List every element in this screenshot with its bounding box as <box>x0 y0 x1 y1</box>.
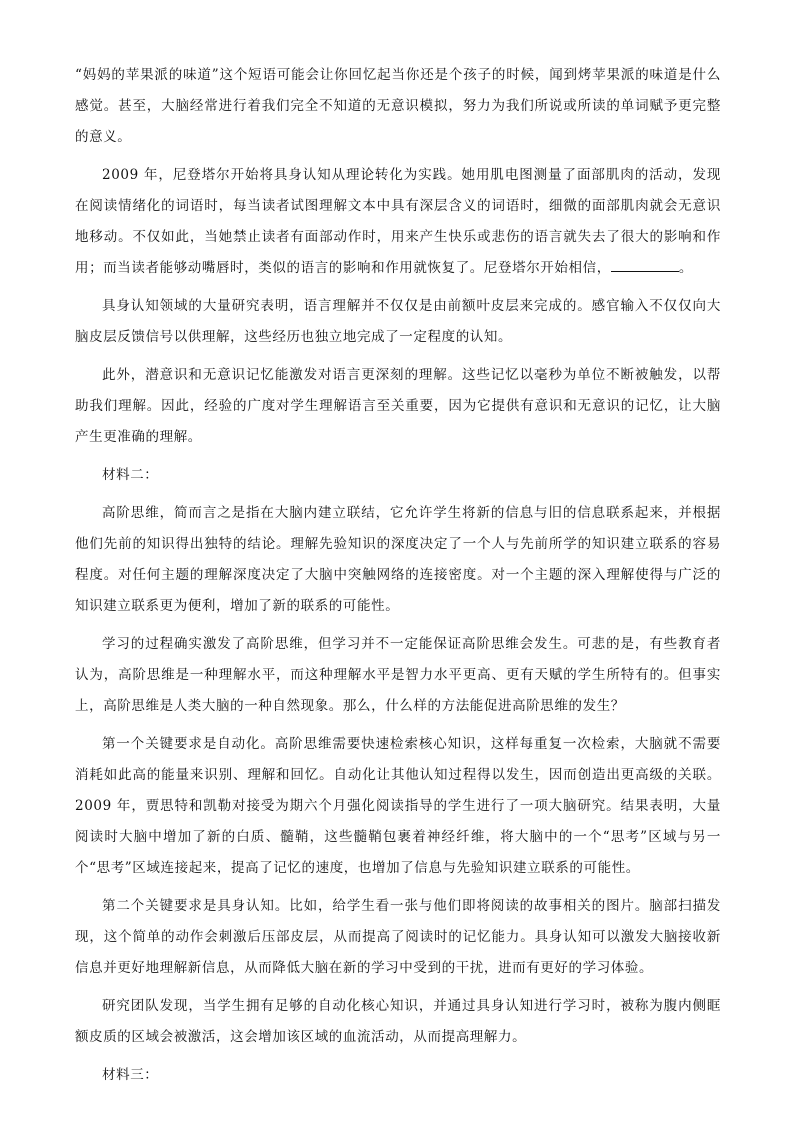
paragraph-niedenthal <box>75 160 721 284</box>
material-two-label: 材料二： <box>102 467 159 483</box>
paragraph-subconscious-memory: 此外，潜意识和无意识记忆能激发对语言更深刻的理解。这些记忆以毫秒为单位不断被触发，以帮助我们理解。因此，经验的广度对学生理解语言至关重要，因为它提供有意识和无意识的记忆，让大脑产生更准确的理解。 <box>75 367 721 445</box>
paragraph-second-requirement: 第二个关键要求是具身认知。比如，给学生看一张与他们即将阅读的故事相关的图片。脑部扫描发现，这个简单的动作会刺激后压部皮层，从而提高了阅读时的记忆能力。具身认知可以激发大脑接收新信息并更好地理解新信息，从而降低大脑在新的学习中受到的干扰，进而有更好的学习体验。 <box>75 898 721 976</box>
paragraph-apple-pie: “妈妈的苹果派的味道”这个短语可能会让你回忆起当你还是个孩子的时候，闻到烤苹果派的味道是什么感觉。甚至，大脑经常进行着我们完全不知道的无意识模拟，努力为我们所说或所读的单词赋予更完整的意义。 <box>75 67 721 145</box>
paragraph-higher-order-thinking: 高阶思维，简而言之是指在大脑内建立联结，它允许学生将新的信息与旧的信息联系起来，并根据他们先前的知识得出独特的结论。理解先验知识的深度决定了一个人与先前所学的知识建立联系的容易程度。对任何主题的理解深度决定了大脑中突触网络的连接密度。对一个主题的深入理解使得与广泛的知识建立联系更为便利，增加了新的联系的可能性。 <box>75 505 721 614</box>
paragraph-niedenthal-text: 2009 年，尼登塔尔开始将具身认知从理论转化为实践。她用肌电图测量了面部肌肉的活动，发现在阅读情绪化的词语时，每当读者试图理解文本中具有深层含义的词语时，细微的面部肌肉就会无意识地移动。不仅如此，当她禁止读者有面部动作时，用来产生快乐或悲伤的语言就失去了很大的影响和作用；而当读者能够动嘴唇时，类似的语言的影响和作用就恢复了。尼登塔尔开始相信， <box>75 167 721 276</box>
material-three-label: 材料三： <box>102 1067 159 1083</box>
paragraph-embodied-research: 具身认知领域的大量研究表明，语言理解并不仅仅是由前额叶皮层来完成的。感官输入不仅仅向大脑皮层反馈信号以供理解，这些经历也独立地完成了一定程度的认知。 <box>75 298 721 345</box>
document-page <box>75 60 721 1098</box>
paragraph-niedenthal-end: 。 <box>678 260 693 276</box>
paragraph-first-requirement: 第一个关键要求是自动化。高阶思维需要快速检索核心知识，这样每重复一次检索，大脑就不需要消耗如此高的能量来识别、理解和回忆。自动化让其他认知过程得以发生，因而创造出更高级的关联。2009 年，贾思特和凯勒对接受为期六个月强化阅读指导的学生进行了一项大脑研究。结果表明，大量阅读时大脑中增加了新的白质、髓鞘，这些髓鞘包裹着神经纤维，将大脑中的一个“思考”区域与另一个“思考”区域连接起来，提高了记忆的速度，也增加了信息与先验知识建立联系的可能性。 <box>75 736 721 876</box>
fill-in-blank[interactable] <box>611 257 679 272</box>
paragraph-learning-process: 学习的过程确实激发了高阶思维，但学习并不一定能保证高阶思维会发生。可悲的是，有些教育者认为，高阶思维是一种理解水平，而这种理解水平是智力水平更高、更有天赋的学生所特有的。但事实上，高阶思维是人类大脑的一种自然现象。那么，什么样的方法能促进高阶思维的发生？ <box>75 636 721 714</box>
paragraph-research-team: 研究团队发现，当学生拥有足够的自动化核心知识，并通过具身认知进行学习时，被称为腹内侧眶额皮质的区域会被激活，这会增加该区域的血流活动，从而提高理解力。 <box>75 998 721 1045</box>
